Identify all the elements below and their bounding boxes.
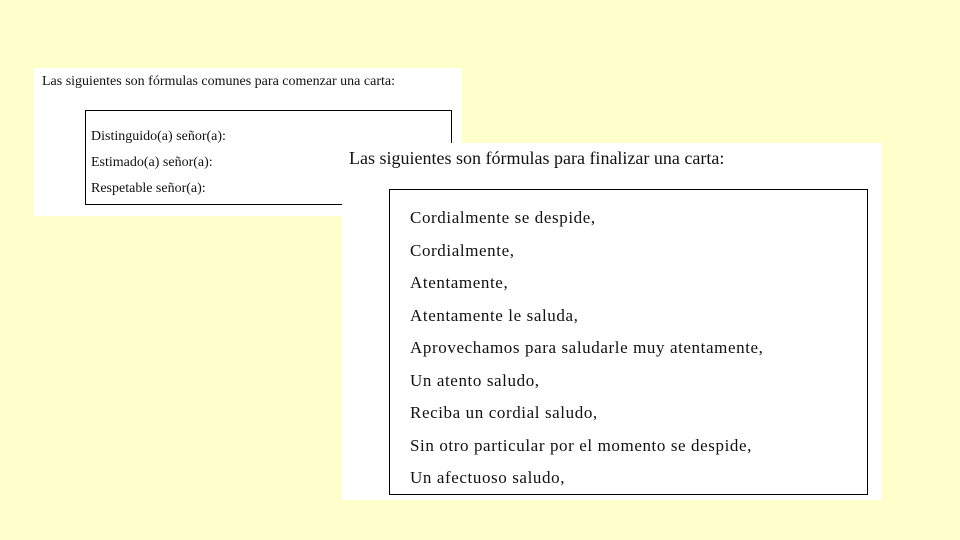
closing-formulas-box [389, 189, 868, 495]
closing-formula-item: Atentamente le saluda, [410, 305, 579, 325]
closing-formula-item: Cordialmente, [410, 240, 515, 260]
closing-formulas-panel [342, 143, 882, 500]
closing-formula-item: Cordialmente se despide, [410, 208, 596, 227]
closing-formula-item: Reciba un cordial saludo, [410, 403, 598, 422]
opening-formula-item: Respetable señor(a): [91, 181, 206, 196]
closing-formula-item: Un atento saludo, [410, 370, 540, 390]
opening-formula-item: Estimado(a) señor(a): [91, 155, 213, 170]
closing-formula-item: Atentamente, [410, 273, 509, 292]
opening-formulas-heading: Las siguientes son fórmulas comunes para comenzar una carta: [42, 74, 395, 89]
opening-formula-item: Distinguido(a) señor(a): [91, 129, 226, 144]
closing-formula-item: Aprovechamos para saludarle muy atentamente, [410, 338, 764, 357]
closing-formulas-list [390, 190, 867, 495]
closing-formulas-heading: Las siguientes son fórmulas para finalizar una carta: [349, 148, 725, 168]
closing-formula-item: Sin otro particular por el momento se despide, [410, 435, 753, 455]
closing-formula-item: Un afectuoso saludo, [410, 468, 566, 487]
